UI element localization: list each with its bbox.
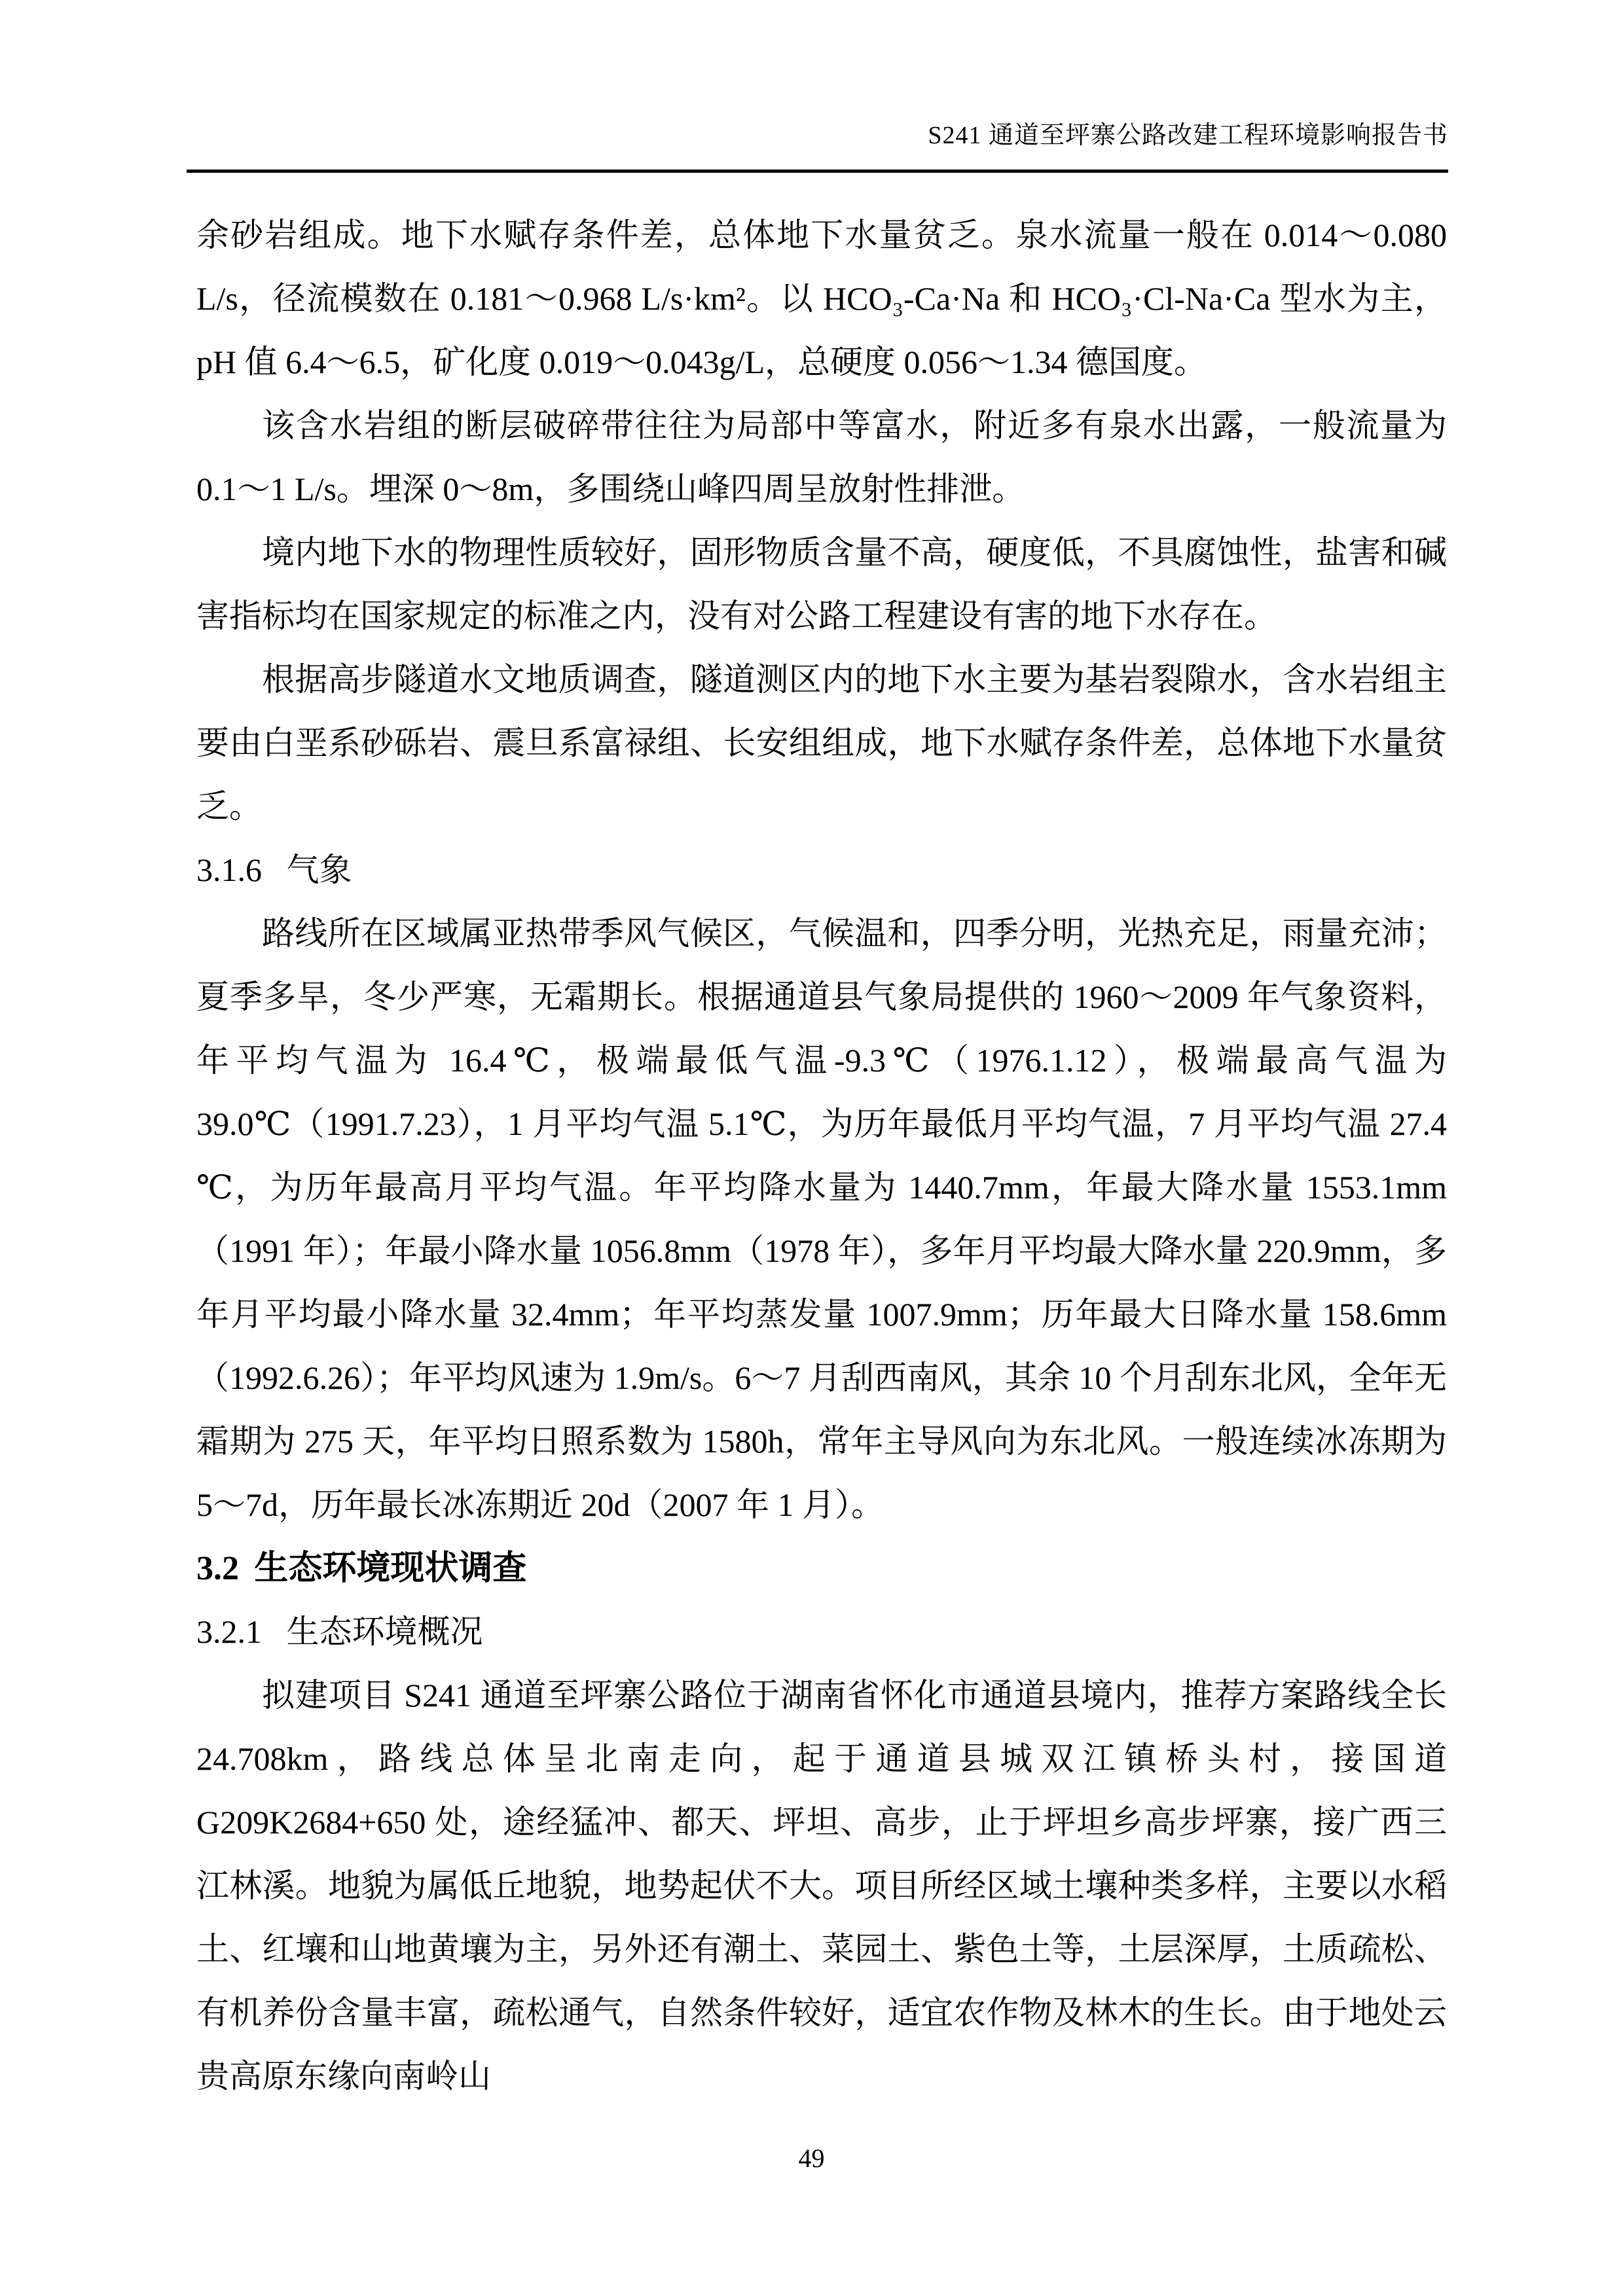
paragraph-water-quality: 境内地下水的物理性质较好，固形物质含量不高，硬度低，不具腐蚀性，盐害和碱害指标均在国家规定的标准之内，没有对公路工程建设有害的地下水存在。 <box>196 534 1447 634</box>
heading-title: 生态环境现状调查 <box>254 1550 527 1587</box>
header-title: S241 通道至坪寨公路改建工程环境影响报告书 <box>928 122 1448 149</box>
header-rule <box>187 170 1448 173</box>
heading-title: 生态环境概况 <box>286 1613 483 1650</box>
heading-number: 3.2.1 <box>196 1613 262 1650</box>
page-header <box>187 115 1448 156</box>
heading-number: 3.2 <box>196 1550 239 1587</box>
heading-title: 气象 <box>286 852 352 888</box>
heading-3-2-ecology-survey <box>196 1537 1447 1600</box>
document-body <box>196 204 1447 2108</box>
page-number: 49 <box>798 2144 825 2173</box>
paragraph-tunnel-hydrogeology: 根据高步隧道水文地质调查，隧道测区内的地下水主要为基岩裂隙水，含水岩组主要由白垩系砂砾岩、震旦系富禄组、长安组组成，地下水赋存条件差，总体地下水量贫乏。 <box>196 661 1447 825</box>
page-footer <box>0 2139 1623 2178</box>
heading-3-2-1-ecology-overview <box>196 1600 1447 1664</box>
paragraph-project-overview: 拟建项目 S241 通道至坪寨公路位于湖南省怀化市通道县境内，推荐方案路线全长 24.708km，路线总体呈北南走向，起于通道县城双江镇桥头村，接国道 G209K2684+650 处，途经猛冲、都天、坪坦、高步，止于坪坦乡高步坪寨，接广西三江林溪。地貌为属低丘地貌，地势起伏不大。项目所经区域土壤种类多样，主要以水稻土、红壤和山地黄壤为主，另外还有潮土、菜园土、紫色土等，土层深厚，土质疏松、有机养份含量丰富，疏松通气，自然条件较好，适宜农作物及林木的生长。由于地处云贵高原东缘向南岭山 <box>196 1677 1447 2094</box>
heading-number: 3.1.6 <box>196 852 262 888</box>
paragraph-fault-zone: 该含水岩组的断层破碎带往往为局部中等富水，附近多有泉水出露，一般流量为 0.1～1 L/s。埋深 0～8m，多围绕山峰四周呈放射性排泄。 <box>196 407 1447 507</box>
paragraph-climate-data: 路线所在区域属亚热带季风气候区，气候温和，四季分明，光热充足，雨量充沛；夏季多旱，冬少严寒，无霜期长。根据通道县气象局提供的 1960～2009 年气象资料，年平均气温为 16.4℃，极端最低气温-9.3℃（1976.1.12），极端最高气温为 39.0℃（1991.7.23），1 月平均气温 5.1℃，为历年最低月平均气温，7 月平均气温 27.4 ℃，为历年最高月平均气温。年平均降水量为 1440.7mm，年最大降水量 1553.1mm（1991 年）；年最小降水量 1056.8mm（1978 年），多年月平均最大降水量 220.9mm，多年月平均最小降水量 32.4mm；年平均蒸发量 1007.9mm；历年最大日降水量 158.6mm（1992.6.26）；年平均风速为 1.9m/s。6～7 月刮西南风，其余 10 个月刮东北风，全年无霜期为 275 天，年平均日照系数为 1580h，常年主导风向为东北风。一般连续冰冻期为 5～7d，历年最长冰冻期近 20d（2007 年 1 月）。 <box>196 915 1447 1523</box>
heading-3-1-6-meteorology <box>196 838 1447 902</box>
paragraph-groundwater-continued: 余砂岩组成。地下水赋存条件差，总体地下水量贫乏。泉水流量一般在 0.014～0.080 L/s，径流模数在 0.181～0.968 L/s·km²。以 HCO₃-Ca·Na 和 HCO₃·Cl-Na·Ca 型水为主，pH 值 6.4～6.5，矿化度 0.019～0.043g/L，总硬度 0.056～1.34 德国度。 <box>196 217 1447 380</box>
